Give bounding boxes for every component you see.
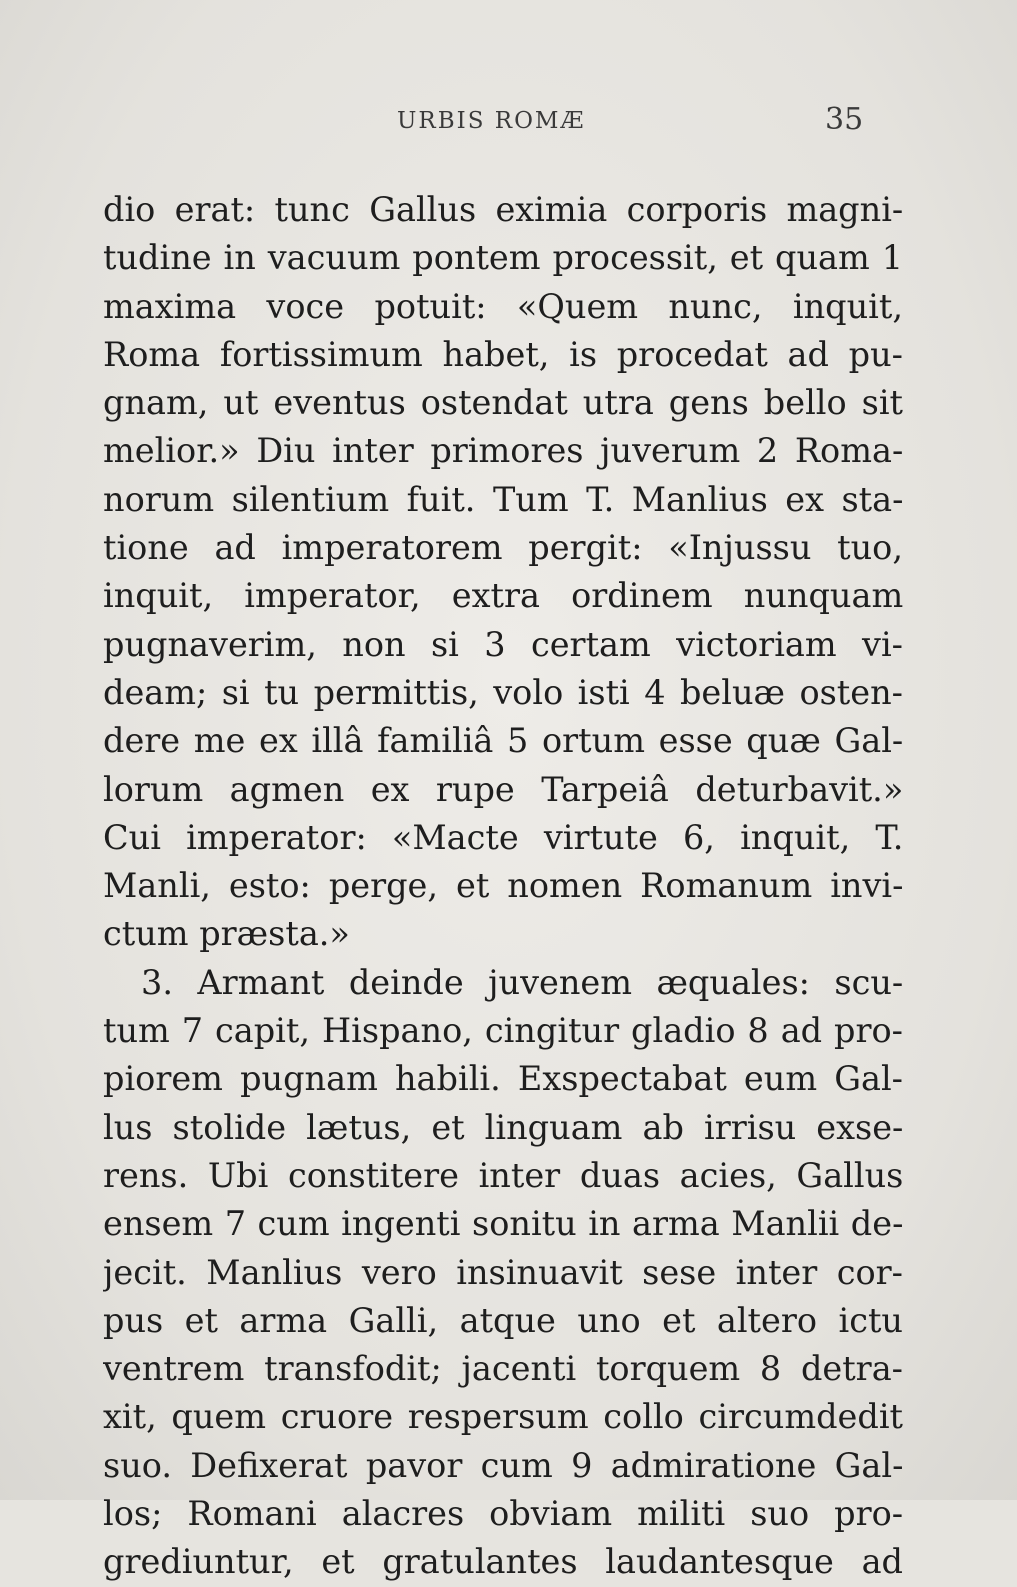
text-line: tum 7 capit, Hispano, cingitur gladio 8 ad pro- <box>103 1011 903 1051</box>
text-line: pus et arma Galli, atque uno et altero ictu <box>103 1300 903 1340</box>
text-line: jecit. Manlius vero insinuavit sese inter cor- <box>103 1252 903 1292</box>
text-line: ventrem transfodit; jacenti torquem 8 detra- <box>103 1349 903 1389</box>
text-line: dere me ex illâ familiâ 5 ortum esse quæ Gal- <box>103 721 903 761</box>
text-line: lorum agmen ex rupe Tarpeiâ deturbavit.» <box>103 769 903 809</box>
text-line: Cui imperator: «Macte virtute 6, inquit, T. <box>103 817 903 857</box>
text-line: Roma fortissimum habet, is procedat ad pu- <box>103 334 903 374</box>
text-line: los; Romani alacres obviam militi suo pro- <box>103 1494 903 1534</box>
text-line: xit, quem cruore respersum collo circumdedit <box>103 1397 903 1437</box>
text-line: tione ad imperatorem pergit: «Injussu tuo, <box>103 528 903 568</box>
text-line: lus stolide lætus, et linguam ab irrisu exse- <box>103 1107 903 1147</box>
body-text <box>103 186 903 1587</box>
text-line: gnam, ut eventus ostendat utra gens bello sit <box>103 383 903 423</box>
text-line: rens. Ubi constitere inter duas acies, Gallus <box>103 1155 903 1195</box>
text-line: pugnaverim, non si 3 certam victoriam vi- <box>103 624 903 664</box>
text-line: ctum præsta.» <box>103 914 350 954</box>
running-title: URBIS ROMÆ <box>397 108 586 134</box>
text-line: melior.» Diu inter primores juverum 2 Roma- <box>103 431 903 471</box>
text-line: norum silentium fuit. Tum T. Manlius ex sta- <box>103 479 903 519</box>
text-line: Manli, esto: perge, et nomen Romanum invi- <box>103 866 903 906</box>
text-line: grediuntur, et gratulantes laudantesque ad <box>103 1542 903 1582</box>
text-line: piorem pugnam habili. Exspectabat eum Gal- <box>103 1059 903 1099</box>
text-line: dio erat: tunc Gallus eximia corporis magni- <box>103 190 903 229</box>
text-line: deam; si tu permittis, volo isti 4 beluæ osten- <box>103 672 903 712</box>
page-header <box>100 100 920 140</box>
text-line: suo. Defixerat pavor cum 9 admiratione Gal- <box>103 1445 903 1485</box>
page-number: 35 <box>825 102 864 137</box>
text-line: inquit, imperator, extra ordinem nunquam <box>103 576 903 616</box>
text-line: ensem 7 cum ingenti sonitu in arma Manlii de- <box>103 1204 903 1244</box>
text-line: maxima voce potuit: «Quem nunc, inquit, <box>103 286 903 326</box>
text-line: tudine in vacuum pontem processit, et quam 1 <box>103 238 903 278</box>
text-line: 3. Armant deinde juvenem æquales: scu- <box>141 962 903 1002</box>
